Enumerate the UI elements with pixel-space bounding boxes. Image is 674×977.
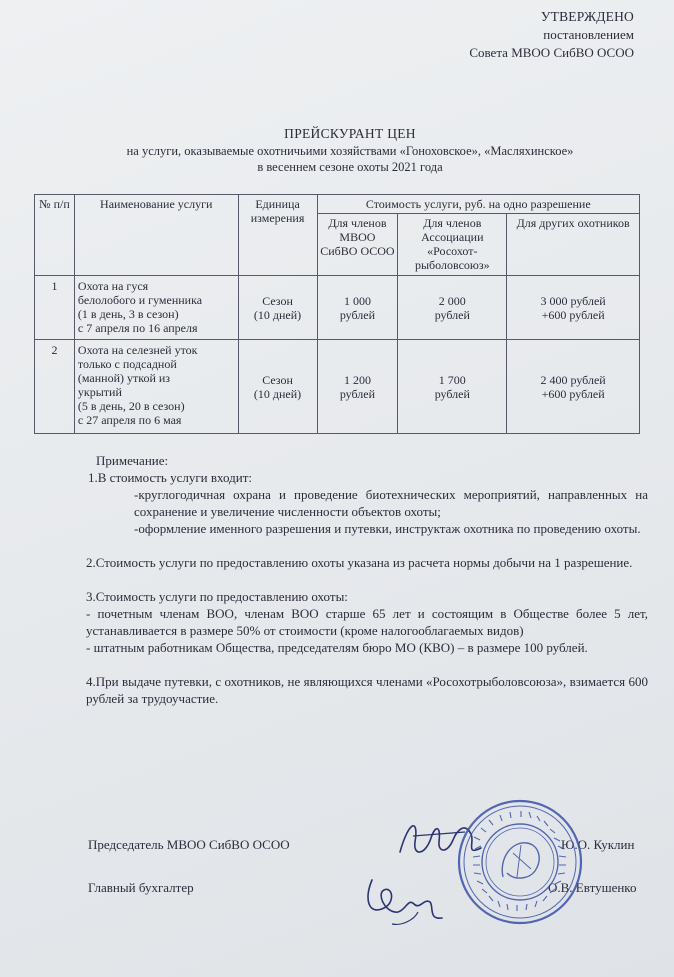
row-unit <box>238 276 317 340</box>
table-row <box>35 340 640 434</box>
name-line: Охота на селезней уток <box>77 343 198 357</box>
approval-line-3: Совета МВОО СибВО ОСОО <box>469 45 634 60</box>
accountant-title: Главный бухгалтер <box>88 880 194 895</box>
row-price-association <box>398 340 507 434</box>
document-title: ПРЕЙСКУРАНТ ЦЕН <box>284 126 416 141</box>
price-line: 1 200 <box>343 372 371 387</box>
row-unit <box>238 340 317 434</box>
table-row <box>35 276 640 340</box>
price-line: 2 000 <box>438 293 466 308</box>
name-line: Охота на гуся <box>77 279 149 293</box>
name-line: с 7 апреля по 16 апреля <box>77 321 198 335</box>
price-table <box>34 194 640 434</box>
name-line: укрытий <box>77 385 122 399</box>
name-line: (5 в день, 20 в сезон) <box>77 399 185 413</box>
note-1: 1.В стоимость услуги входит: <box>88 470 253 485</box>
row-service-name <box>74 340 238 434</box>
row-num: 1 <box>35 276 75 340</box>
price-line: 1 000 <box>343 293 371 308</box>
notes-heading: Примечание: <box>96 453 169 468</box>
price-line: рублей <box>339 386 376 401</box>
approval-line-2: постановлением <box>543 27 634 42</box>
document-subtitle-1: на услуги, оказываемые охотничьими хозяйствами «Гоноховское», «Масляхинское» <box>126 144 574 158</box>
name-line: (1 в день, 3 в сезон) <box>77 307 179 321</box>
name-line: с 27 апреля по 6 мая <box>77 413 182 427</box>
row-price-mvoo <box>317 276 398 340</box>
unit-line: (10 дней) <box>253 307 302 322</box>
unit-line: (10 дней) <box>253 386 302 401</box>
row-num: 2 <box>35 340 75 434</box>
row-price-mvoo <box>317 340 398 434</box>
name-line: (манной) уткой из <box>77 371 171 385</box>
note-2: 2.Стоимость услуги по предоставлению охоты указана из расчета нормы добычи на 1 разрешение. <box>86 555 633 570</box>
note-1b: -оформление именного разрешения и путевки, инструктаж охотника по проведению охоты. <box>134 521 641 536</box>
document-subtitle-2: в весеннем сезоне охоты 2021 года <box>257 160 443 174</box>
approval-block <box>469 8 634 62</box>
name-line: белолобого и гуменника <box>77 293 203 307</box>
notes-section <box>88 452 648 707</box>
unit-line: Сезон <box>262 372 293 387</box>
header-other-hunters: Для других охотников <box>507 214 640 276</box>
price-line: рублей <box>434 307 470 322</box>
note-3a: - почетным членам ВОО, членам ВОО старше 65 лет и состоящим в Обществе более 5 лет, устанавливается в размере 50% от стоимости (кроме налогооблагаемых видов) <box>86 606 648 638</box>
spacer <box>88 537 648 554</box>
price-line: рублей <box>339 307 376 322</box>
accountant-signature-image <box>362 868 452 930</box>
organization-seal-stamp <box>455 797 585 927</box>
chair-name: Ю.О. Куклин <box>561 837 635 852</box>
header-members-mvoo: Для членов МВОО СибВО ОСОО <box>317 214 398 276</box>
approval-title: УТВЕРЖДЕНО <box>540 9 634 24</box>
header-name: Наименование услуги <box>74 195 238 276</box>
price-line: +600 рублей <box>541 386 605 401</box>
header-cost-group: Стоимость услуги, руб. на одно разрешение <box>317 195 639 214</box>
name-line: только с подсадной <box>77 357 177 371</box>
accountant-name: О.В. Евтушенко <box>548 880 637 895</box>
price-line: 1 700 <box>438 372 466 387</box>
price-line: рублей <box>434 386 470 401</box>
header-members-association: Для членов Ассоциации «Росохот-рыболовсоюз» <box>398 214 507 276</box>
row-price-other <box>507 276 640 340</box>
price-line: +600 рублей <box>541 307 605 322</box>
chair-title: Председатель МВОО СибВО ОСОО <box>88 837 290 852</box>
note-4: 4.При выдаче путевки, с охотников, не являющихся членами «Росохотрыболовсоюза», взимается 600 рублей за трудоучастие. <box>86 674 648 706</box>
note-3b: - штатным работникам Общества, председателям бюро МО (КВО) – в размере 100 рублей. <box>86 640 588 655</box>
header-num: № п/п <box>35 195 75 276</box>
row-price-association <box>398 276 507 340</box>
row-price-other <box>507 340 640 434</box>
header-unit: Единица измерения <box>238 195 317 276</box>
note-1a: -круглогодичная охрана и проведение биотехнических мероприятий, направленных на сохранение и увеличение численности объектов охоты; <box>134 487 648 519</box>
spacer <box>88 656 648 673</box>
price-line: 2 400 рублей <box>540 372 606 387</box>
spacer <box>88 571 648 588</box>
document-title-block <box>40 126 660 175</box>
price-line: 3 000 рублей <box>540 293 606 308</box>
unit-line: Сезон <box>262 293 293 308</box>
note-3: 3.Стоимость услуги по предоставлению охоты: <box>86 589 348 604</box>
row-service-name <box>74 276 238 340</box>
